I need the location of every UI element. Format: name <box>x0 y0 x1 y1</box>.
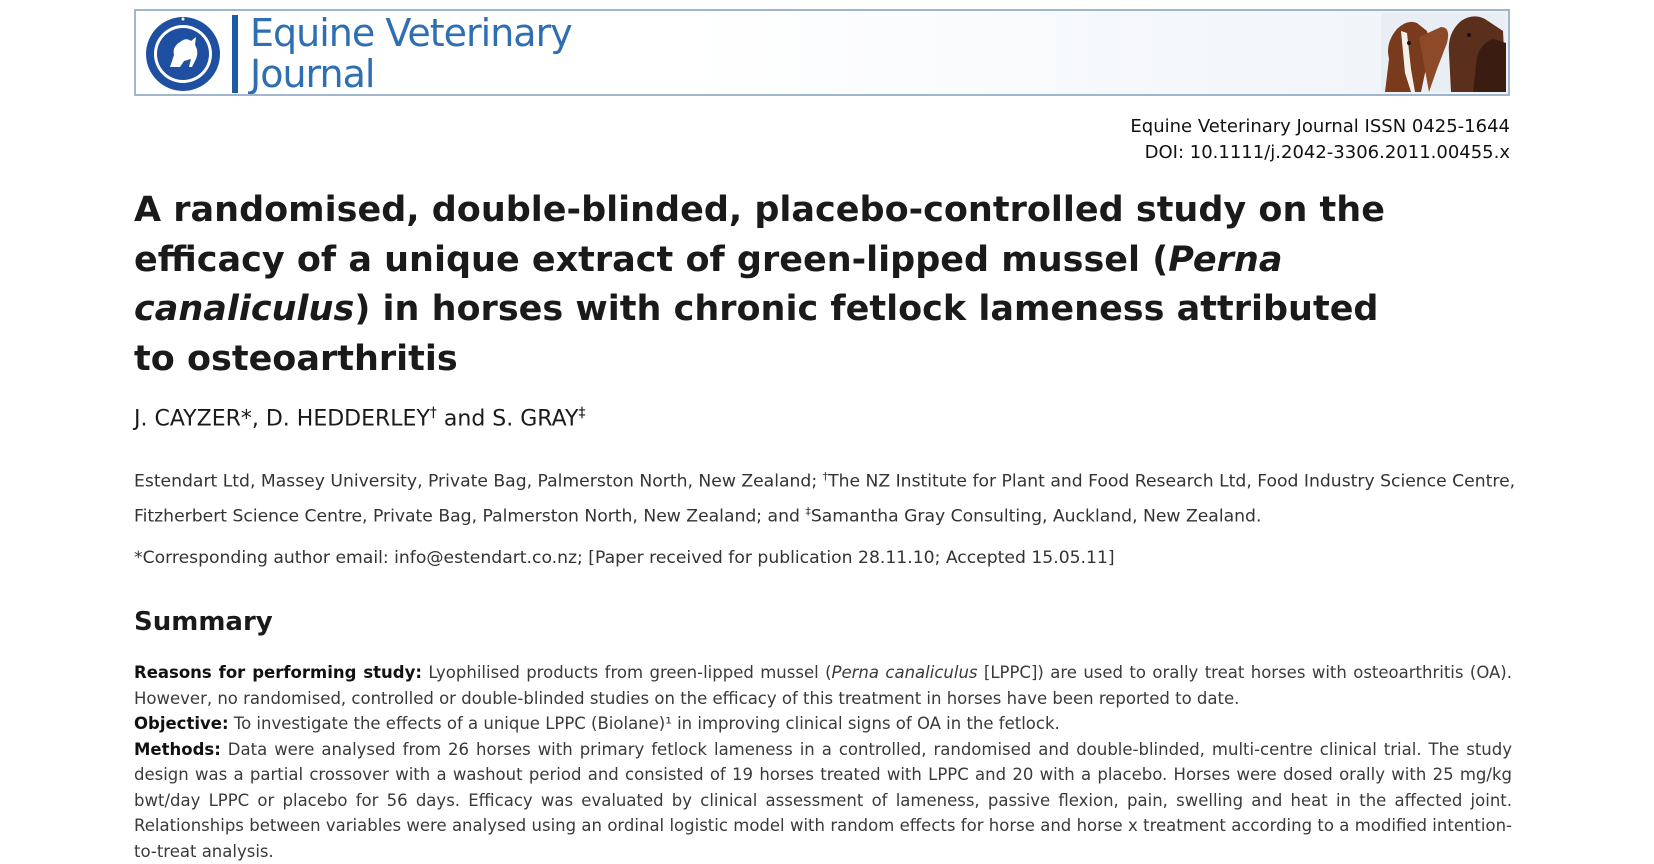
methods-text: Data were analysed from 26 horses with primary fetlock lameness in a controlled, randomised and double-blinded, multi-centre clinical trial. The study design was a partial crossover with a washout period and consisted of 19 horses treated with LPPC and 20 with a placebo. Horses were dosed orally with 25 mg/kg bwt/day LPPC or placebo for 56 days. Efficacy was evaluated by clinical assessment of lameness, passive flexion, pain, swelling and heat in the affected joint. Relationships between variables were analysed using an ordinal logistic model with random effects for horse and horse x treatment according to a modified intention-to-treat analysis. <box>134 740 1512 861</box>
title-part1: A randomised, double-blinded, placebo-controlled study on the efficacy of a unique extract of green-lipped mussel ( <box>134 190 1385 280</box>
title-part2: ) in horses with chronic fetlock lameness attributed to osteoarthritis <box>134 289 1379 379</box>
affiliations <box>134 462 1514 531</box>
correspondence-note: *Corresponding author email: info@estendart.co.nz; [Paper received for publication 28.11.10; Accepted 15.05.11] <box>134 548 1115 568</box>
summary-body <box>134 660 1512 864</box>
author-mark-dagger: † <box>430 405 437 421</box>
summary-objective <box>134 711 1512 737</box>
affiliation-line-2 <box>134 497 1514 532</box>
objective-text: To investigate the effects of a unique LPPC (Biolane)¹ in improving clinical signs of OA in the fetlock. <box>229 714 1060 733</box>
affiliation-text: Estendart Ltd, Massey University, Private Bag, Palmerston North, New Zealand; <box>134 472 823 492</box>
journal-name-line1: Equine Veterinary <box>250 13 572 54</box>
affiliation-text: The NZ Institute for Plant and Food Research Ltd, Food Industry Science Centre, <box>828 472 1515 492</box>
doi-line: DOI: 10.1111/j.2042-3306.2011.00455.x <box>1130 140 1510 166</box>
reasons-text: Lyophilised products from green-lipped mussel ( <box>422 663 832 682</box>
methods-label: Methods: <box>134 740 221 759</box>
summary-methods <box>134 737 1512 864</box>
reasons-text-2: [LPPC]) are used to orally treat horses with osteoarthritis (OA). However, no randomised, controlled or double-blinded studies on the efficacy of this treatment in horses have been reported to date. <box>134 663 1512 708</box>
author-list <box>134 405 585 431</box>
two-horses-photo <box>1381 13 1506 92</box>
journal-banner <box>134 9 1510 96</box>
journal-name-line2: Journal <box>250 54 572 95</box>
banner-divider <box>232 15 238 93</box>
affiliation-text: Fitzherbert Science Centre, Private Bag, Palmerston North, New Zealand; and <box>134 506 805 526</box>
author-mark-double-dagger: ‡ <box>578 405 585 421</box>
issn-doi-block <box>1130 114 1510 166</box>
journal-name <box>250 13 572 95</box>
affiliation-mark: ‡ <box>805 505 811 518</box>
authors-part2: and S. GRAY <box>437 406 579 431</box>
summary-reasons <box>134 660 1512 711</box>
reasons-label: Reasons for performing study: <box>134 663 422 682</box>
affiliation-text: Samantha Gray Consulting, Auckland, New Zealand. <box>811 506 1262 526</box>
reasons-italic: Perna canaliculus <box>832 663 978 682</box>
issn-line: Equine Veterinary Journal ISSN 0425-1644 <box>1130 114 1510 140</box>
affiliation-mark: † <box>823 470 829 483</box>
article-title <box>134 186 1394 384</box>
title-italic-species: Perna canaliculus <box>134 240 1282 330</box>
summary-heading: Summary <box>134 607 273 637</box>
affiliation-line-1 <box>134 462 1514 497</box>
objective-label: Objective: <box>134 714 229 733</box>
authors-part1: J. CAYZER*, D. HEDDERLEY <box>134 406 430 431</box>
horse-seal-icon <box>144 15 222 93</box>
